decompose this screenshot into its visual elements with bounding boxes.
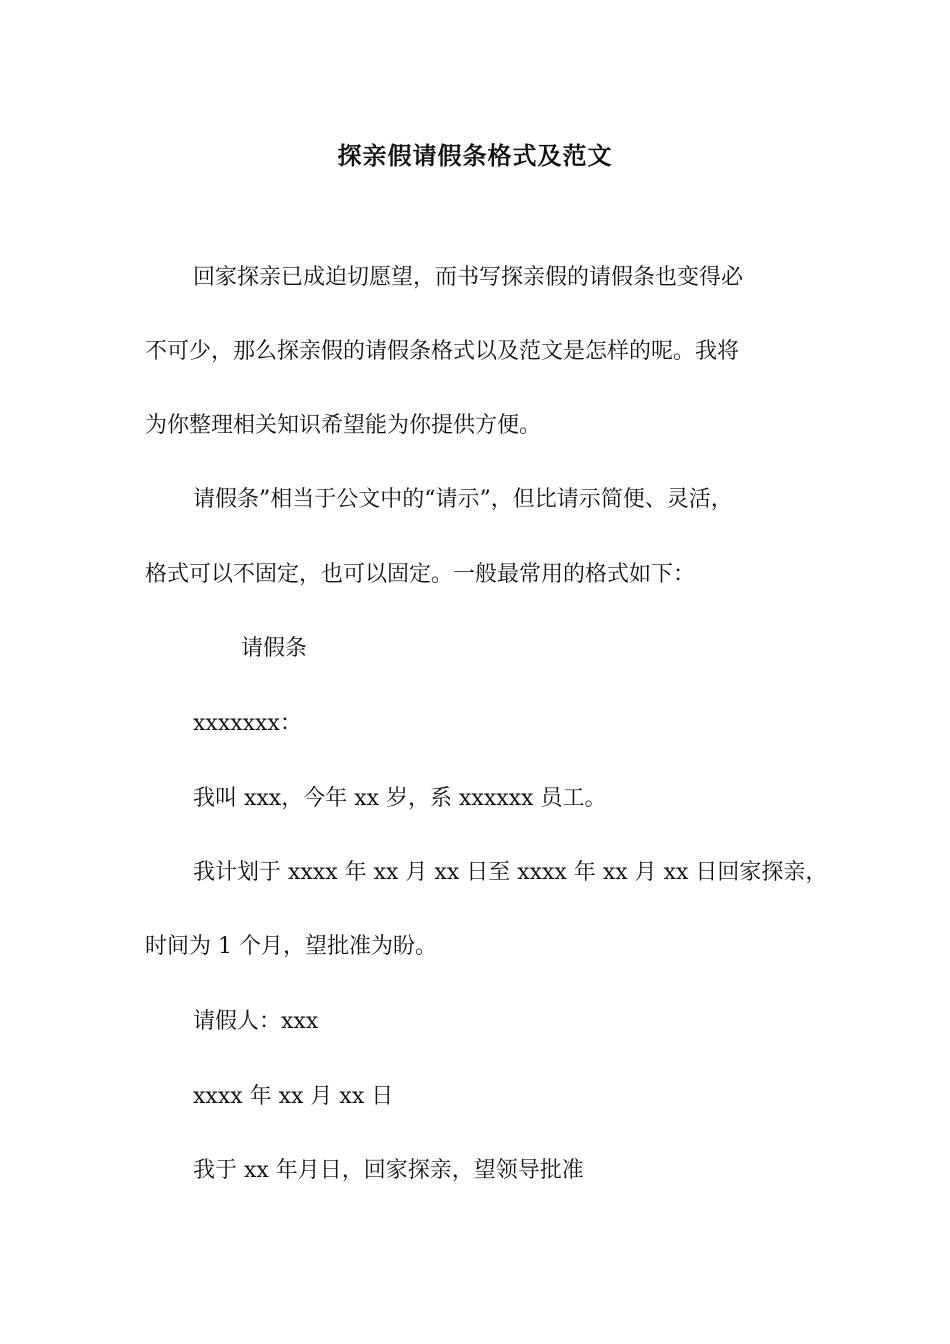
para1-line3: 为你整理相关知识希望能为你提供方便。 [145, 413, 542, 438]
para2-line1: 请假条”相当于公文中的“请示”，但比请示简便、灵活， [193, 487, 733, 512]
document-title: 探亲假请假条格式及范文 [337, 141, 613, 170]
sample-date: xxxx 年 xx 月 xx 日 [193, 1084, 394, 1109]
sample-heading: 请假条 [241, 636, 308, 661]
para2-line2: 格式可以不固定，也可以固定。一般最常用的格式如下： [145, 562, 696, 587]
sample-intro: 我叫 xxx，今年 xx 岁，系 xxxxxx 员工。 [193, 786, 607, 811]
sample-body-line2: 时间为 1 个月，望批准为盼。 [145, 934, 437, 959]
para1-line2: 不可少，那么探亲假的请假条格式以及范文是怎样的呢。我将 [145, 339, 740, 364]
sample-salutation: xxxxxxx： [193, 711, 302, 736]
sample-body-line1: 我计划于 xxxx 年 xx 月 xx 日至 xxxx 年 xx 月 xx 日回家探亲， [193, 860, 828, 885]
sample-applicant: 请假人：xxx [193, 1009, 319, 1034]
para1-line1: 回家探亲已成迫切愿望，而书写探亲假的请假条也变得必 [193, 265, 744, 290]
last-line: 我于 xx 年月日，回家探亲，望领导批准 [193, 1158, 584, 1183]
